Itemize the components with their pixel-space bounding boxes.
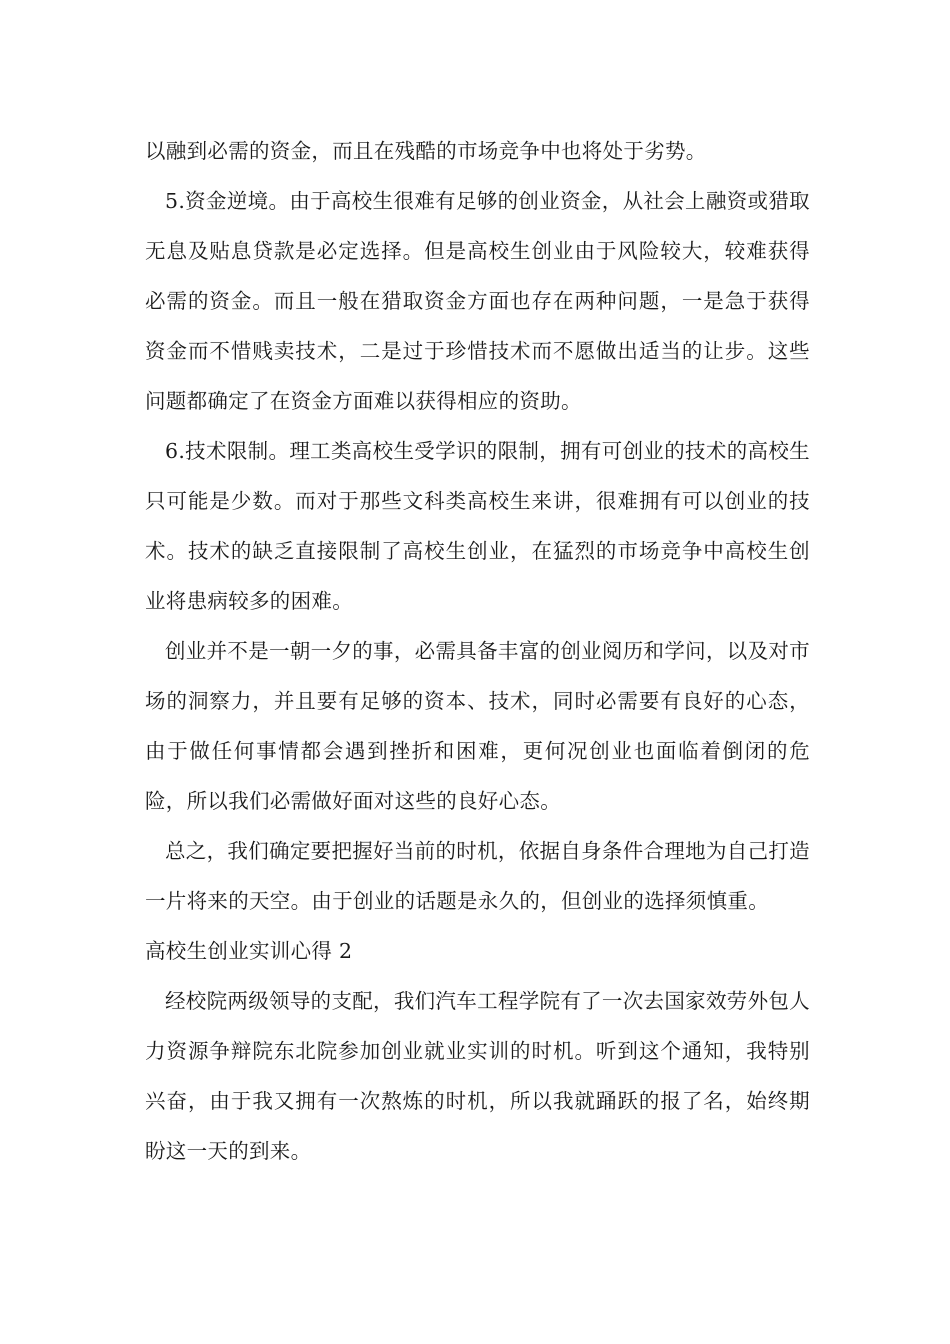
section-heading: 高校生创业实训心得 2 xyxy=(145,939,353,963)
paragraph-training-intro: 经校院两级领导的支配，我们汽车工程学院有了一次去国家效劳外包人力资源争辩院东北院参加创业就业实训的时机。听到这个通知，我特别兴奋，由于我又拥有一次熬炼的时机，所以我就踊跃的报了名，始终期盼这一天的到来。 xyxy=(145,989,810,1163)
paragraph-continuation: 以融到必需的资金，而且在残酷的市场竞争中也将处于劣势。 xyxy=(145,139,707,163)
paragraph-funding-difficulty: 5.资金逆境。由于高校生很难有足够的创业资金，从社会上融资或猎取无息及贴息贷款是必定选择。但是高校生创业由于风险较大，较难获得必需的资金。而且一般在猎取资金方面也存在两种问题，一是急于获得资金而不惜贱卖技术，二是过于珍惜技术而不愿做出适当的让步。这些问题都确定了在资金方面难以获得相应的资助。 xyxy=(145,189,810,413)
paragraph-technology-limits: 6.技术限制。理工类高校生受学识的限制，拥有可创业的技术的高校生只可能是少数。而对于那些文科类高校生来讲，很难拥有可以创业的技术。技术的缺乏直接限制了高校生创业，在猛烈的市场竞争中高校生创业将患病较多的困难。 xyxy=(145,439,810,613)
document-body xyxy=(145,126,810,1176)
paragraph-entrepreneurship-mindset: 创业并不是一朝一夕的事，必需具备丰富的创业阅历和学问，以及对市场的洞察力，并且要有足够的资本、技术，同时必需要有良好的心态，由于做任何事情都会遇到挫折和困难，更何况创业也面临着倒闭的危险，所以我们必需做好面对这些的良好心态。 xyxy=(145,639,810,813)
paragraph-conclusion: 总之，我们确定要把握好当前的时机，依据自身条件合理地为自己打造一片将来的天空。由于创业的话题是永久的，但创业的选择须慎重。 xyxy=(145,839,810,913)
